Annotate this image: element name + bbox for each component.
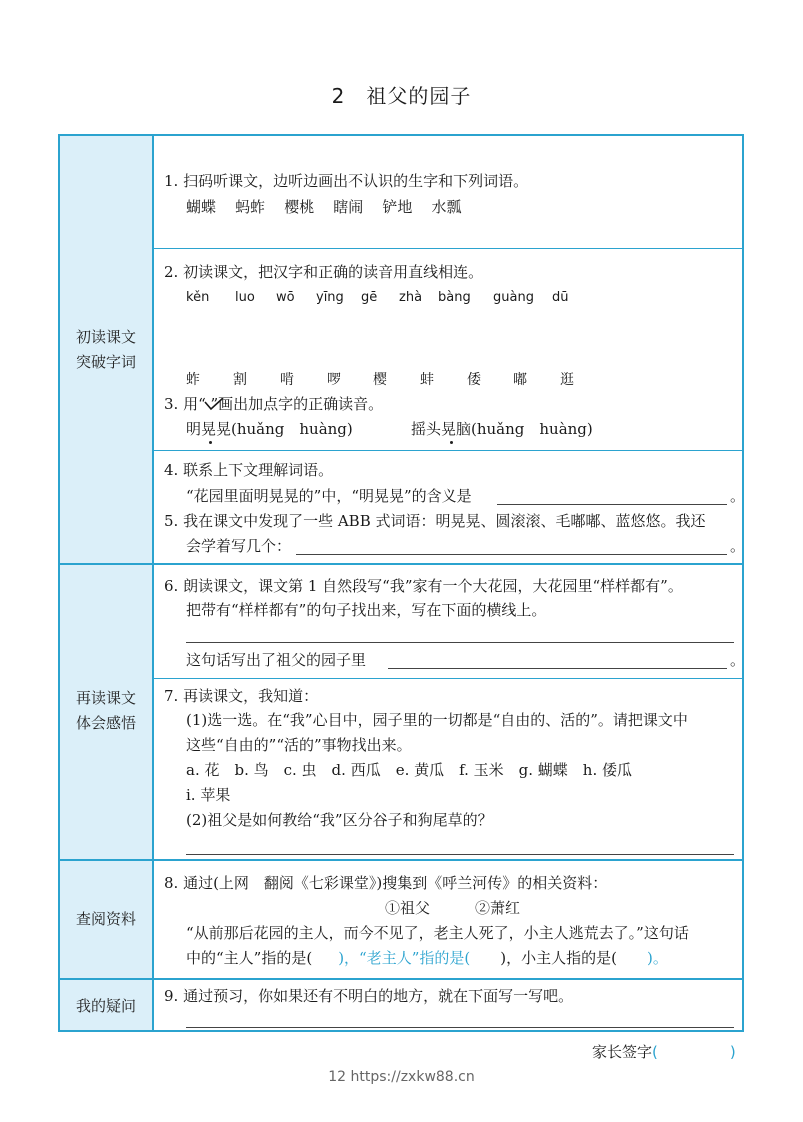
question-7-part1-line2: 这些“自由的”“活的”事物找出来。 [186,736,412,754]
pinyin-option[interactable]: bàng [438,290,471,305]
section-label-research: 查阅资料 [75,910,136,928]
character-option[interactable]: 倭 [467,372,481,388]
character-option[interactable]: 嘟 [513,372,527,388]
question-8: 8. 通过(上网 翻阅《七彩课堂》)搜集到《呼兰河传》的相关资料： [164,874,608,892]
character-option[interactable]: 蚌 [420,372,434,388]
pinyin-option[interactable]: zhà [399,290,423,305]
question-5-prompt: 会学着写几个： [186,537,292,555]
option-item[interactable]: i. 苹果 [186,786,231,804]
answer-line[interactable] [388,668,727,669]
section-divider [58,859,744,861]
checkmark-icon [203,396,225,412]
question-3: 3. 用“ ”画出加点字的正确读音。 [164,395,384,413]
character-option[interactable]: 樱 [373,372,387,388]
option-list[interactable]: a. 花 b. 鸟 c. 虫 d. 西瓜 e. 黄瓜 f. 玉米 g. 蝴蝶 h. 倭瓜 [186,761,632,779]
emphasis-dot [209,441,212,444]
character-option[interactable]: 蚱 [186,372,200,388]
word: 水瓢 [431,198,462,216]
question-9: 9. 通过预习，你如果还有不明白的地方，就在下面写一写吧。 [164,987,574,1005]
question-8-quote: “从前那后花园的主人，而今不见了，老主人死了，小主人逃荒去了。”这句话 [186,924,689,942]
section-label-second-reading: 再读课文 体会感悟 [75,689,136,732]
emphasis-dot [450,441,453,444]
word: 樱桃 [284,198,315,216]
pronunciation-item-1[interactable]: 明晃晃(huǎng huàng) [186,420,353,438]
question-4-prompt: “花园里面明晃晃的”中，“明晃晃”的含义是 [186,487,472,505]
question-7: 7. 再读课文，我知道： [164,687,319,705]
answer-line[interactable] [186,1027,734,1028]
pronunciation-item-2[interactable]: 摇头晃脑(huǎng huàng) [411,420,593,438]
section-label-questions: 我的疑问 [75,997,136,1015]
page-title: 2 祖父的园子 [331,84,472,108]
pinyin-option[interactable]: dū [552,290,569,305]
row-divider [154,678,744,679]
character-option[interactable]: 割 [233,372,247,388]
punctuation: 。 [730,537,746,555]
word: 蝴蝶 [186,198,217,216]
question-1: 1. 扫码听课文，边听边画出不认识的生字和下列词语。 [164,172,529,190]
section-label-first-reading: 初读课文 突破字词 [75,328,136,371]
word: 铲地 [382,198,413,216]
question-8-fill: 中的“主人”指的是( )，“老主人”指的是( )，小主人指的是( )。 [186,949,668,967]
pinyin-option[interactable]: gē [361,290,378,305]
answer-line[interactable] [186,854,734,855]
pinyin-option[interactable]: yīng [316,290,344,305]
section-divider [58,563,744,565]
question-7-part2: (2)祖父是如何教给“我”区分谷子和狗尾草的？ [186,811,493,829]
character-option[interactable]: 啰 [327,372,341,388]
parent-signature: 家长签字( ) [592,1043,736,1061]
word: 瞎闹 [333,198,364,216]
pinyin-option[interactable]: kěn [186,290,210,305]
page-footer: 12 https://zxkw88.cn [328,1069,475,1085]
pinyin-option[interactable]: wō [276,290,295,305]
word-list [186,197,461,217]
punctuation: 。 [730,651,746,669]
question-6-line2: 把带有“样样都有”的句子找出来，写在下面的横线上。 [186,601,547,619]
question-7-part1: (1)选一选。在“我”心目中，园子里的一切都是“自由的、活的”。请把课文中 [186,711,688,729]
character-option[interactable]: 逛 [560,372,574,388]
answer-line[interactable] [186,642,734,643]
character-option[interactable]: 啃 [280,372,294,388]
word: 蚂蚱 [235,198,266,216]
answer-choices[interactable]: ①祖父 ②萧红 [385,899,521,917]
answer-line[interactable] [497,504,727,505]
section-divider [58,978,744,980]
question-4: 4. 联系上下文理解词语。 [164,461,334,479]
pinyin-option[interactable]: luo [235,290,255,305]
question-6: 6. 朗读课文，课文第 1 自然段写“我”家有一个大花园，大花园里“样样都有”。 [164,577,683,595]
punctuation: 。 [730,487,746,505]
question-5: 5. 我在课文中发现了一些 ABB 式词语：明晃晃、圆滚滚、毛嘟嘟、蓝悠悠。我还 [164,512,706,530]
row-divider [154,450,744,451]
pinyin-option[interactable]: guàng [493,290,534,305]
question-6-prompt: 这句话写出了祖父的园子里 [186,651,367,669]
row-divider [154,248,744,249]
question-2: 2. 初读课文，把汉字和正确的读音用直线相连。 [164,263,484,281]
answer-line[interactable] [296,554,727,555]
